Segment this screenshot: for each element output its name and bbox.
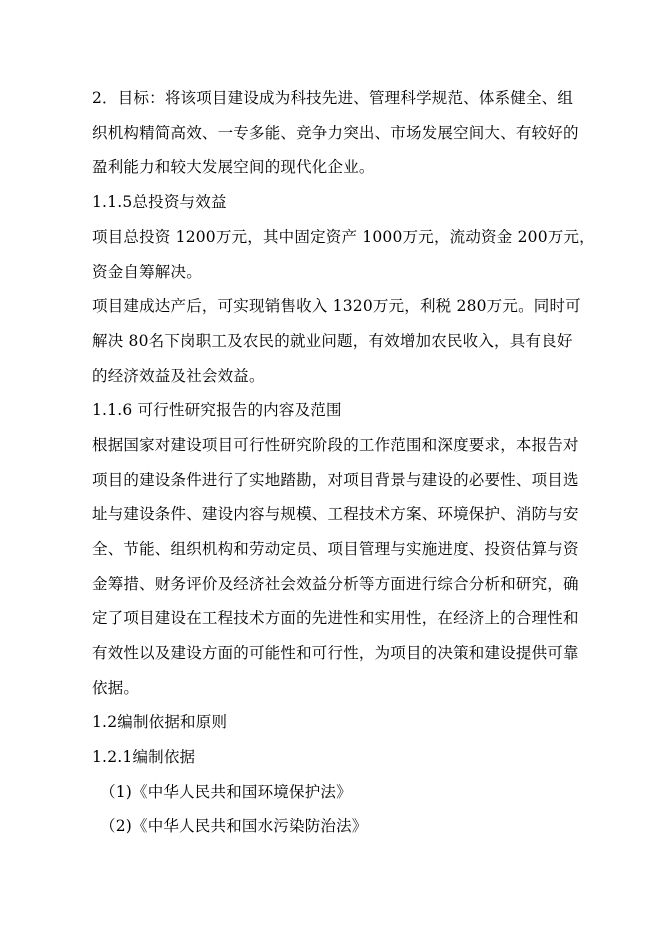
- section-heading-1-2-1: 1.2.1编制依据: [92, 748, 196, 766]
- section-heading-1-2: 1.2编制依据和原则: [92, 713, 228, 731]
- paragraph-scope-line-8: 依据。: [92, 679, 140, 697]
- paragraph-scope-line-3: 址与建设条件、建设内容与规模、工程技术方案、环境保护、消防与安: [92, 505, 579, 523]
- paragraph-scope-line-6: 定了项目建设在工程技术方面的先进性和实用性，在经济上的合理性和: [92, 609, 579, 627]
- paragraph-scope-line-1: 根据国家对建设项目可行性研究阶段的工作范围和深度要求，本报告对: [92, 436, 579, 454]
- list-item-law-2: （2)《中华人民共和国水污染防治法》: [100, 817, 368, 835]
- paragraph-benefit-line-3: 的经济效益及社会效益。: [92, 367, 265, 385]
- paragraph-scope-line-4: 全、节能、组织机构和劳动定员、项目管理与实施进度、投资估算与资: [92, 540, 579, 558]
- section-heading-1-1-6: 1.1.6 可行性研究报告的内容及范围: [92, 401, 342, 419]
- paragraph-investment-line-2: 资金自筹解决。: [92, 263, 202, 281]
- paragraph-scope-line-2: 项目的建设条件进行了实地踏勘，对项目背景与建设的必要性、项目选: [92, 471, 579, 489]
- list-item-law-1: （1)《中华人民共和国环境保护法》: [100, 783, 352, 801]
- paragraph-goal-line-1: 2．目标：将该项目建设成为科技先进、管理科学规范、体系健全、组: [92, 89, 574, 107]
- paragraph-benefit-line-2: 解决 80名下岗职工及农民的就业问题，有效增加农民收入，具有良好: [92, 332, 573, 350]
- paragraph-scope-line-7: 有效性以及建设方面的可能性和可行性，为项目的决策和建设提供可靠: [92, 644, 579, 662]
- paragraph-goal-line-3: 盈利能力和较大发展空间的现代化企业。: [92, 158, 375, 176]
- section-heading-1-1-5: 1.1.5总投资与效益: [92, 193, 227, 211]
- paragraph-goal-line-2: 织机构精简高效、一专多能、竞争力突出、市场发展空间大、有较好的: [92, 124, 579, 142]
- paragraph-benefit-line-1: 项目建成达产后，可实现销售收入 1320万元，利税 280万元。同时可: [92, 297, 581, 315]
- paragraph-scope-line-5: 金筹措、财务评价及经济社会效益分析等方面进行综合分析和研究，确: [92, 575, 579, 593]
- paragraph-investment-line-1: 项目总投资 1200万元，其中固定资产 1000万元，流动资金 200万元，: [92, 228, 595, 246]
